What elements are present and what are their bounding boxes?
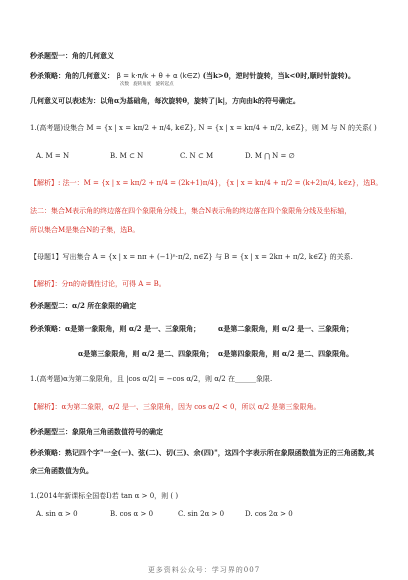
q2-analysis: 【解析】：α为第二象限，α/2 是一、三象限角，因为 cos α/2 < 0，所以 α/2 是第三象限角。 [30,403,321,411]
q1-option-b: B. M ⊂ N [110,152,144,160]
type2-row2a: α是第三象限角，则 α/2 是二、四象限角； [78,349,214,358]
section-title-type1: 秒杀题型一：角的几何意义 [30,51,114,60]
question-1: 1.(高考题)设集合 M = {x | x = kπ/2 + π/4, k∈Z}, N = {x | x = kπ/4 + π/2, k∈Z}，则 M 与 N 的关系( ) [30,124,377,132]
type1-strategy-line [30,71,355,81]
section-title-type3: 秒杀题型三：象限角三角函数值符号的确定 [30,427,163,436]
strategy-tail: (当k>0，逆时针旋转，当k<0时,顺时针旋转)。 [202,71,355,80]
q1-option-a: A. M = N [36,152,70,160]
type2-row1b: α是第二象限角，则 α/2 是一、三象限角； [218,324,354,333]
q1-analysis-2: 法二：集合M表示角的终边落在四个象限角分线上，集合N表示角的终边落在四个象限角分线及坐标轴， [30,207,352,215]
under-label-start: 旋转起点 [155,82,174,87]
q3-option-b: B. cos α > 0 [110,510,154,518]
mother-analysis: 【解析】：分n的奇偶性讨论，可得 A = B。 [30,280,166,288]
question-3: 1.(2014年新课标全国卷Ⅰ)若 tan α > 0，则 ( ) [30,492,179,500]
type2-row2b: α是第四象限角，则 α/2 是二、四象限角。 [218,349,354,358]
q1-option-c: C. N ⊂ M [180,152,214,160]
page-footer: 更多资料公众号：学习界的007 [147,566,261,574]
type3-line2: 余三角函数值为负。 [30,466,93,475]
geometry-meaning-line: 几何意义可以表述为：以角α为基础角，每次旋转θ，旋转了|k|，方向由k的符号确定。 [30,96,300,105]
angle-formula: β = k·π/k + θ + α (k∈Z) [116,72,201,80]
q3-option-c: C. sin 2α > 0 [178,510,225,518]
mother-question: 【母题1】写出集合 A = {x | x = nπ + (−1)ⁿ·π/2, n∈Z} 与 B = {x | x = 2kπ + π/2, k∈Z} 的关系. [30,253,353,261]
under-label-rotation: 旋转角度 [133,82,152,87]
q1-analysis-1: 【解析】: 法一：M = {x | x = kπ/2 + π/4 = (2k+1)π/4}，{x | x = kπ/4 + π/2 = (k+2)π/4, k∈z}，选B。 [30,179,383,187]
type2-row1a: 秒杀策略：α是第一象限角，则 α/2 是一、三象限角； [30,324,201,333]
section-title-type2: 秒杀题型二：α/2 所在象限的确定 [30,301,137,310]
type3-line1: 秒杀策略：熟记四个字"一全(一)、弦(二)、切(三)、余(四)"，这四个字表示所在象限函数值为正的三角函数,其 [30,448,375,457]
q1-analysis-3: 所以集合M是集合N的子集，选B。 [30,226,140,234]
formula-underlabels [120,80,174,90]
question-2: 1.(高考题)α为第二象限角，且 |cos α/2| = −cos α/2，则 α/2 在______象限. [30,375,273,383]
under-label-times: 次数 [120,82,129,87]
q1-option-d: D. M ⋂ N = ∅ [245,152,295,160]
q3-option-a: A. sin α > 0 [36,510,78,518]
strategy-label: 秒杀策略：角的几何意义： [30,71,114,80]
q3-option-d: D. cos 2α > 0 [245,510,293,518]
